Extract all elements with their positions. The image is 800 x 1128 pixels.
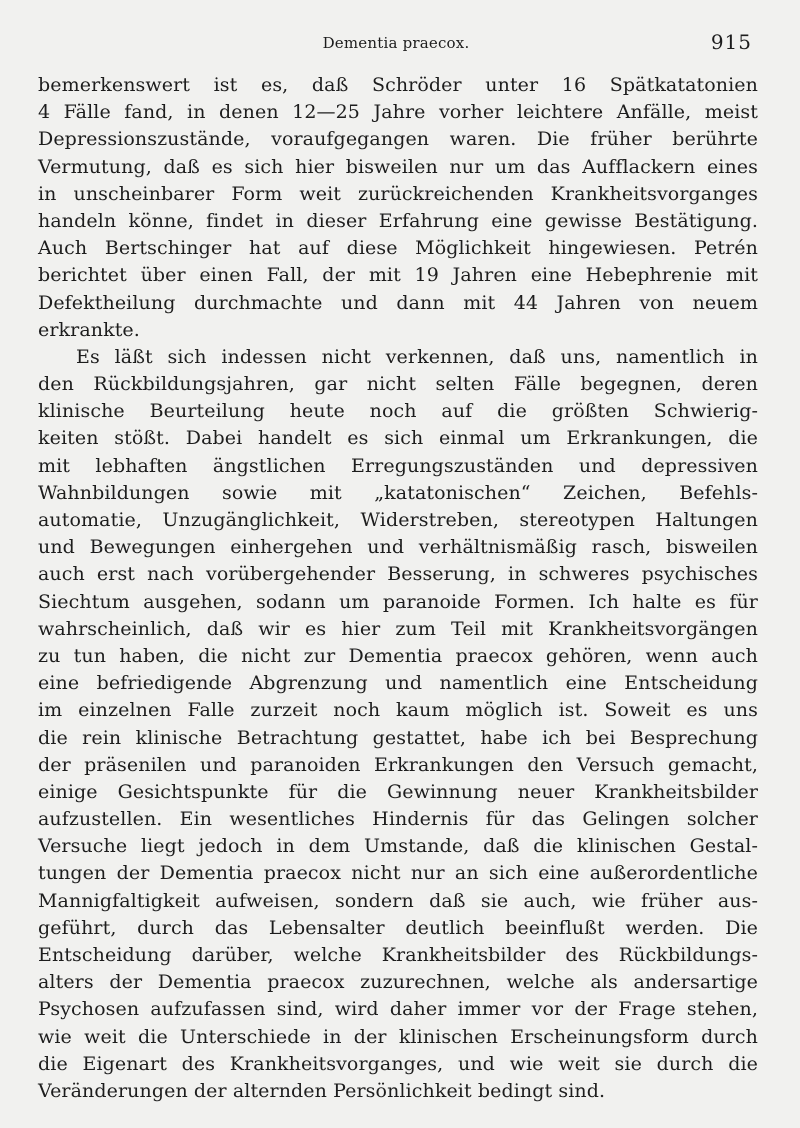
paragraph-2: [38, 344, 758, 1105]
text-line: Es läßt sich indessen nicht verkennen, daß uns, namentlich in: [76, 345, 758, 368]
text-line: berichtet über einen Fall, der mit 19 Jahren eine Hebephrenie mit: [38, 264, 758, 287]
text-line: Siechtum ausgehen, sodann um paranoide Formen. Ich halte es für: [38, 590, 758, 613]
text-line: und Bewegungen einhergehen und verhältnismäßig rasch, bisweilen: [38, 536, 758, 559]
text-line: wahrscheinlich, daß wir es hier zum Teil mit Krankheitsvorgängen: [38, 617, 758, 640]
text-line: die Eigenart des Krankheitsvorganges, und wie weit sie durch die: [38, 1052, 758, 1075]
text-line: keiten stößt. Dabei handelt es sich einmal um Erkrankungen, die: [38, 427, 758, 450]
body-text: [38, 72, 758, 1105]
text-line: Defektheilung durchmachte und dann mit 44 Jahren von neuem: [38, 291, 758, 314]
text-line: handeln könne, findet in dieser Erfahrung eine gewisse Bestätigung.: [38, 209, 758, 232]
text-line: einige Gesichtspunkte für die Gewinnung neuer Krankheitsbilder: [38, 780, 758, 803]
text-line: Versuche liegt jedoch in dem Umstande, daß die klinischen Gestal-: [38, 835, 758, 858]
text-line: geführt, durch das Lebensalter deutlich beeinflußt werden. Die: [38, 916, 758, 939]
running-title: Dementia praecox.: [322, 34, 470, 52]
text-line: mit lebhaften ängstlichen Erregungszuständen und depressiven: [38, 454, 758, 477]
text-line: Depressionszustände, voraufgegangen waren. Die früher berührte: [38, 128, 758, 151]
text-line: im einzelnen Falle zurzeit noch kaum möglich ist. Soweit es uns: [38, 699, 758, 722]
page-header: [40, 28, 752, 58]
page-number: 915: [710, 30, 752, 54]
text-line: auch erst nach vorübergehender Besserung, in schweres psychisches: [38, 563, 758, 586]
text-line: in unscheinbarer Form weit zurückreichenden Krankheitsvorganges: [38, 182, 758, 205]
text-line: wie weit die Unterschiede in der klinischen Erscheinungsform durch: [38, 1025, 758, 1048]
text-line: die rein klinische Betrachtung gestattet, habe ich bei Besprechung: [38, 726, 758, 749]
text-line: 4 Fälle fand, in denen 12—25 Jahre vorher leichtere Anfälle, meist: [38, 101, 758, 124]
text-line: automatie, Unzugänglichkeit, Widerstreben, stereotypen Haltungen: [38, 509, 758, 531]
text-line: tungen der Dementia praecox nicht nur an sich eine außerordentliche: [38, 862, 758, 885]
text-line: bemerkenswert ist es, daß Schröder unter 16 Spätkatatonien: [38, 74, 758, 96]
text-line: Auch Bertschinger hat auf diese Möglichkeit hingewiesen. Petrén: [38, 237, 758, 260]
text-line: zu tun haben, die nicht zur Dementia praecox gehören, wenn auch: [38, 644, 758, 667]
text-line: Psychosen aufzufassen sind, wird daher immer vor der Frage stehen,: [38, 998, 758, 1021]
text-line: eine befriedigende Abgrenzung und namentlich eine Entscheidung: [38, 672, 758, 695]
text-line: Vermutung, daß es sich hier bisweilen nur um das Aufflackern eines: [38, 155, 758, 178]
text-line: den Rückbildungsjahren, gar nicht selten Fälle begegnen, deren: [38, 373, 758, 396]
text-line: Wahnbildungen sowie mit „katatonischen“ Zeichen, Befehls-: [38, 481, 758, 504]
paragraph-1: [38, 72, 758, 344]
text-line: aufzustellen. Ein wesentliches Hindernis für das Gelingen solcher: [38, 808, 758, 831]
text-line: Mannigfaltigkeit aufweisen, sondern daß sie auch, wie früher aus-: [38, 889, 758, 912]
text-line: der präsenilen und paranoiden Erkrankungen den Versuch gemacht,: [38, 753, 758, 776]
text-line: alters der Dementia praecox zuzurechnen, welche als andersartige: [38, 971, 758, 994]
text-line: klinische Beurteilung heute noch auf die größten Schwierig-: [38, 400, 758, 423]
text-line: Entscheidung darüber, welche Krankheitsbilder des Rückbildungs-: [38, 944, 758, 966]
text-line: Veränderungen der alternden Persönlichkeit bedingt sind.: [38, 1079, 606, 1102]
text-line: erkrankte.: [38, 318, 140, 341]
